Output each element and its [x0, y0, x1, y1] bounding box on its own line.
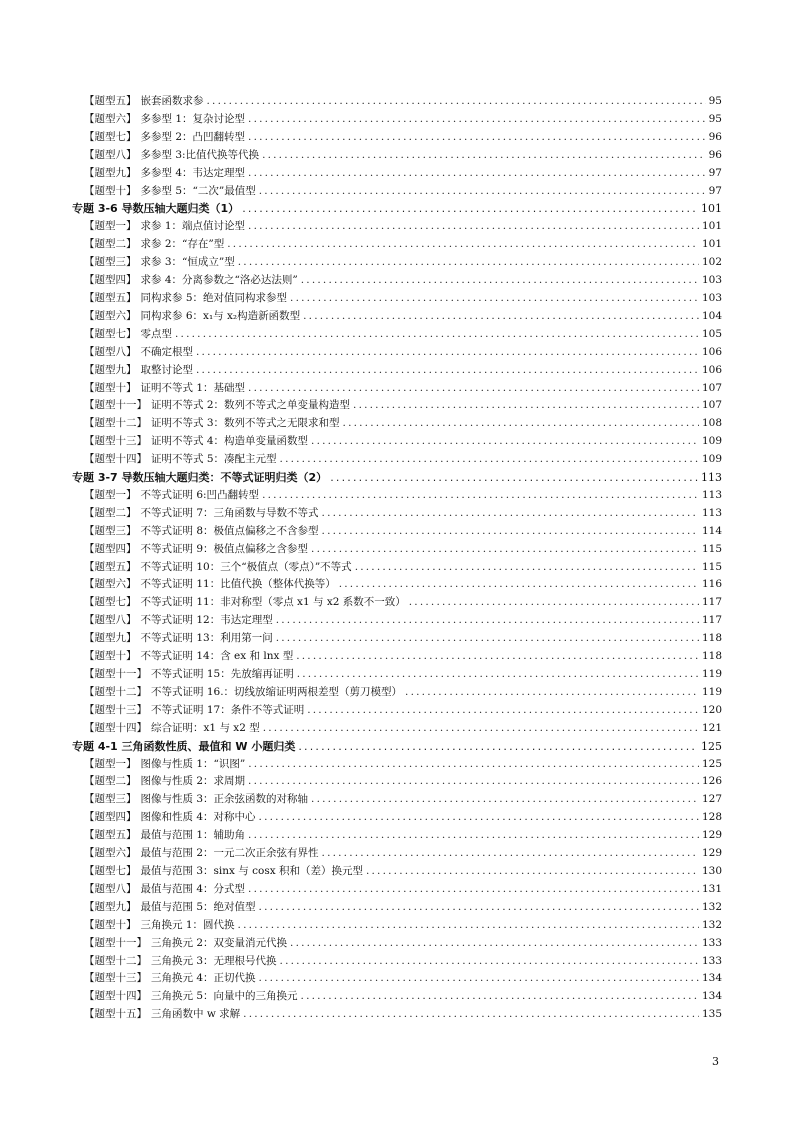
toc-entry[interactable] — [72, 147, 722, 165]
toc-entry-tag: 【题型六】 — [84, 847, 137, 860]
toc-entry-tag: 【题型九】 — [84, 166, 137, 179]
toc-entry[interactable] — [72, 93, 722, 111]
dot-leader — [290, 290, 699, 308]
toc-page-number: 119 — [701, 668, 722, 680]
toc-entry-tag: 【题型八】 — [84, 345, 137, 358]
toc-entry-title: 三角换元 3：无理根号代换 — [151, 954, 277, 967]
toc-entry[interactable] — [72, 594, 722, 612]
dot-leader — [175, 326, 699, 344]
toc-page-number: 106 — [701, 363, 722, 376]
toc-entry-tag: 【题型八】 — [84, 882, 137, 895]
toc-entry-tag: 【题型二】 — [84, 238, 137, 251]
toc-entry-tag: 【题型五】 — [84, 560, 137, 573]
toc-entry-title: 证明不等式 1：基础型 — [140, 381, 246, 394]
toc-entry-title: 证明不等式 4：构造单变量函数型 — [151, 435, 309, 448]
dot-leader — [307, 702, 699, 720]
toc-page-number: 104 — [701, 309, 722, 322]
dot-leader — [330, 469, 698, 487]
toc-entry[interactable] — [72, 326, 722, 344]
toc-page-number: 118 — [701, 632, 722, 645]
dot-leader — [238, 254, 699, 272]
toc-entry[interactable] — [72, 809, 722, 827]
toc-page-number: 121 — [701, 721, 722, 734]
toc-page-number: 107 — [701, 399, 722, 412]
toc-entry-title: 求参 4：分离参数之“洛必达法则” — [140, 274, 298, 287]
dot-leader — [343, 415, 699, 433]
toc-entry-title: 多参型 4：韦达定理型 — [140, 166, 246, 179]
toc-page-number: 103 — [701, 291, 722, 304]
toc-entry-tag: 【题型三】 — [84, 256, 137, 269]
dot-leader — [248, 827, 699, 845]
toc-entry-title: 专题 4-1 三角函数性质、最值和 W 小题归类 — [72, 739, 296, 753]
toc-entry-tag: 【题型十一】 — [84, 936, 147, 949]
dot-leader — [353, 397, 699, 415]
dot-leader — [262, 487, 699, 505]
toc-entry[interactable] — [72, 863, 722, 881]
toc-entry-tag: 【题型十二】 — [84, 954, 147, 967]
toc-entry-title: 三角函数中 w 求解 — [151, 1008, 241, 1021]
dot-leader — [248, 111, 706, 129]
toc-page-number: 96 — [708, 148, 722, 161]
toc-page-number: 117 — [701, 596, 722, 609]
dot-leader — [322, 523, 699, 541]
toc-page-number: 128 — [701, 811, 722, 824]
toc-entry[interactable] — [72, 487, 722, 505]
toc-entry[interactable] — [72, 183, 722, 201]
toc-entry-title: 不等式证明 7：三角函数与导数不等式 — [140, 506, 319, 519]
dot-leader — [243, 1006, 699, 1024]
toc-entry[interactable] — [72, 881, 722, 899]
toc-page-number: 134 — [701, 972, 722, 985]
toc-entry[interactable] — [72, 720, 722, 738]
dot-leader — [311, 541, 699, 559]
toc-entry[interactable] — [72, 827, 722, 845]
toc-entry[interactable] — [72, 129, 722, 147]
toc-entry-title: 不等式证明 17：条件不等式证明 — [151, 703, 305, 716]
toc-entry-title: 不等式证明 11：比值代换（整体代换等） — [140, 578, 336, 591]
toc-entry[interactable] — [72, 612, 722, 630]
toc-page-number: 131 — [701, 882, 722, 895]
toc-entry-title: 专题 3-7 导数压轴大题归类：不等式证明归类（2） — [72, 471, 328, 485]
toc-entry-tag: 【题型六】 — [84, 578, 137, 591]
toc-entry-tag: 【题型七】 — [84, 130, 137, 143]
toc-entry-title: 最值与范围 3：sinx 与 cosx 积和（差）换元型 — [140, 864, 363, 877]
toc-entry-tag: 【题型三】 — [84, 793, 137, 806]
toc-page-number: 130 — [701, 864, 722, 877]
table-of-contents — [72, 93, 722, 1024]
toc-entry[interactable] — [72, 433, 722, 451]
toc-entry[interactable] — [72, 970, 722, 988]
toc-entry-tag: 【题型十】 — [84, 184, 137, 197]
toc-entry-tag: 【题型三】 — [84, 524, 137, 537]
toc-entry[interactable] — [72, 362, 722, 380]
toc-entry[interactable] — [72, 576, 722, 594]
toc-entry-title: 不等式证明 16.：切线放缩证明两根差型（剪刀模型） — [151, 685, 403, 698]
toc-entry-tag: 【题型一】 — [84, 488, 137, 501]
dot-leader — [262, 147, 706, 165]
toc-entry-tag: 【题型九】 — [84, 632, 137, 645]
toc-entry[interactable] — [72, 111, 722, 129]
toc-entry-tag: 【题型七】 — [84, 864, 137, 877]
toc-entry-tag: 【题型七】 — [84, 596, 137, 609]
dot-leader — [242, 200, 698, 218]
toc-page-number: 95 — [708, 112, 722, 125]
toc-entry-tag: 【题型五】 — [84, 829, 137, 842]
toc-page-number: 113 — [701, 488, 722, 501]
dot-leader — [311, 791, 699, 809]
toc-page-number: 134 — [701, 990, 722, 1003]
toc-page-number: 107 — [701, 381, 722, 394]
toc-page-number: 105 — [701, 327, 722, 340]
toc-page-number: 101 — [701, 220, 722, 233]
toc-entry-tag: 【题型一】 — [84, 757, 137, 770]
toc-entry-title: 图像和性质 4：对称中心 — [140, 811, 256, 824]
toc-entry[interactable] — [72, 523, 722, 541]
toc-entry-tag: 【题型十四】 — [84, 721, 147, 734]
toc-entry-tag: 【题型十一】 — [84, 399, 147, 412]
toc-entry[interactable] — [72, 845, 722, 863]
dot-leader — [296, 648, 699, 666]
dot-leader — [355, 559, 699, 577]
toc-entry[interactable] — [72, 308, 722, 326]
dot-leader — [298, 738, 698, 756]
dot-leader — [263, 720, 699, 738]
dot-leader — [248, 218, 699, 236]
toc-entry-tag: 【题型十三】 — [84, 435, 147, 448]
toc-entry[interactable] — [72, 684, 722, 702]
toc-entry-tag: 【题型八】 — [84, 614, 137, 627]
toc-entry-title: 零点型 — [140, 327, 172, 340]
toc-entry[interactable] — [72, 236, 722, 254]
dot-leader — [238, 917, 699, 935]
toc-page-number: 127 — [701, 793, 722, 806]
toc-entry[interactable] — [72, 666, 722, 684]
toc-page-number: 115 — [701, 560, 722, 573]
toc-entry[interactable] — [72, 917, 722, 935]
toc-entry[interactable] — [72, 702, 722, 720]
dot-leader — [259, 809, 699, 827]
toc-entry[interactable] — [72, 559, 722, 577]
dot-leader — [276, 630, 699, 648]
dot-leader — [248, 165, 706, 183]
toc-page-number: 97 — [708, 166, 722, 179]
toc-entry[interactable] — [72, 773, 722, 791]
toc-entry-title: 三角换元 5：向量中的三角换元 — [151, 990, 298, 1003]
toc-entry-title: 不等式证明 10：三个“极值点（零点）”不等式 — [140, 560, 352, 573]
toc-page-number: 101 — [701, 238, 722, 251]
toc-entry[interactable] — [72, 272, 722, 290]
toc-page-number: 97 — [708, 184, 722, 197]
dot-leader — [227, 236, 699, 254]
toc-entry[interactable] — [72, 415, 722, 433]
toc-entry-title: 专题 3-6 导数压轴大题归类（1） — [72, 202, 240, 216]
toc-page-number: 120 — [701, 703, 722, 716]
toc-entry-title: 不等式证明 9：极值点偏移之含参型 — [140, 542, 309, 555]
toc-entry-title: 不等式证明 11：非对称型（零点 x1 与 x2 系数不一致） — [140, 596, 406, 609]
toc-entry[interactable] — [72, 1006, 722, 1024]
toc-entry-tag: 【题型九】 — [84, 363, 137, 376]
toc-entry-tag: 【题型四】 — [84, 811, 137, 824]
toc-page-number: 118 — [701, 650, 722, 663]
dot-leader — [301, 272, 699, 290]
toc-entry-tag: 【题型十五】 — [84, 1008, 147, 1021]
dot-leader — [248, 756, 699, 774]
toc-entry-title: 多参型 2：凸凹翻转型 — [140, 130, 246, 143]
toc-page-number: 117 — [701, 614, 722, 627]
dot-leader — [248, 881, 699, 899]
page-number: 3 — [712, 1055, 719, 1068]
toc-entry-title: 不等式证明 14：含 ex 和 lnx 型 — [140, 650, 294, 663]
toc-entry[interactable] — [72, 988, 722, 1006]
toc-entry-tag: 【题型十】 — [84, 381, 137, 394]
toc-page-number: 109 — [701, 435, 722, 448]
dot-leader — [297, 666, 699, 684]
toc-entry-title: 同构求参 5：绝对值同构求参型 — [140, 291, 288, 304]
dot-leader — [322, 845, 699, 863]
toc-page-number: 126 — [701, 775, 722, 788]
toc-entry-tag: 【题型十三】 — [84, 972, 147, 985]
toc-entry[interactable] — [72, 165, 722, 183]
toc-entry[interactable] — [72, 756, 722, 774]
toc-entry[interactable] — [72, 505, 722, 523]
toc-page-number: 132 — [701, 900, 722, 913]
toc-entry-title: 最值与范围 1：辅助角 — [140, 829, 246, 842]
toc-entry-tag: 【题型二】 — [84, 506, 137, 519]
toc-entry-title: 三角换元 2：双变量消元代换 — [151, 936, 288, 949]
toc-entry-tag: 【题型九】 — [84, 900, 137, 913]
toc-entry-tag: 【题型十四】 — [84, 453, 147, 466]
toc-entry-title: 最值与范围 4：分式型 — [140, 882, 246, 895]
toc-entry-tag: 【题型十】 — [84, 650, 137, 663]
toc-entry[interactable] — [72, 254, 722, 272]
toc-page-number: 135 — [701, 1008, 722, 1021]
dot-leader — [366, 863, 699, 881]
toc-entry-title: 最值与范围 5：绝对值型 — [140, 900, 256, 913]
toc-entry-title: 证明不等式 2：数列不等式之单变量构造型 — [151, 399, 351, 412]
toc-entry-title: 同构求参 6：x₁与 x₂构造新函数型 — [140, 309, 301, 322]
dot-leader — [248, 129, 706, 147]
toc-page-number: 129 — [701, 847, 722, 860]
toc-entry[interactable] — [72, 630, 722, 648]
toc-entry-tag: 【题型十四】 — [84, 990, 147, 1003]
toc-chapter-heading[interactable] — [72, 200, 722, 218]
toc-entry-tag: 【题型六】 — [84, 112, 137, 125]
toc-entry-tag: 【题型十二】 — [84, 685, 147, 698]
toc-entry[interactable] — [72, 541, 722, 559]
toc-entry[interactable] — [72, 451, 722, 469]
toc-entry-title: 多参型 5：“二次”最值型 — [140, 184, 256, 197]
dot-leader — [409, 594, 699, 612]
toc-entry-title: 证明不等式 3：数列不等式之无限求和型 — [151, 417, 340, 430]
toc-entry[interactable] — [72, 397, 722, 415]
toc-entry[interactable] — [72, 953, 722, 971]
toc-entry[interactable] — [72, 648, 722, 666]
toc-entry-title: 取整讨论型 — [140, 363, 193, 376]
toc-entry[interactable] — [72, 344, 722, 362]
toc-entry-title: 多参型 3:比值代换等代换 — [140, 148, 260, 161]
toc-page-number: 102 — [701, 256, 722, 269]
toc-chapter-heading[interactable] — [72, 738, 722, 756]
toc-entry-title: 不等式证明 13：利用第一问 — [140, 632, 273, 645]
dot-leader — [248, 773, 699, 791]
toc-entry[interactable] — [72, 380, 722, 398]
toc-page-number: 115 — [701, 542, 722, 555]
toc-entry-title: 不等式证明 12：韦达定理型 — [140, 614, 273, 627]
dot-leader — [248, 380, 699, 398]
toc-entry-title: 求参 3：“恒成立”型 — [140, 256, 235, 269]
dot-leader — [259, 970, 699, 988]
toc-page-number: 113 — [701, 471, 722, 485]
toc-entry-tag: 【题型十】 — [84, 918, 137, 931]
toc-page-number: 129 — [701, 829, 722, 842]
toc-page-number: 133 — [701, 936, 722, 949]
toc-entry-tag: 【题型十一】 — [84, 668, 147, 680]
dot-leader — [276, 612, 699, 630]
toc-entry-title: 求参 1：端点值讨论型 — [140, 220, 246, 233]
toc-entry[interactable] — [72, 218, 722, 236]
toc-page-number: 113 — [701, 506, 722, 519]
toc-entry-title: 三角换元 4：正切代换 — [151, 972, 256, 985]
toc-entry-title: 不等式证明 15：先放缩再证明 — [151, 668, 294, 680]
dot-leader — [207, 93, 706, 111]
toc-entry-tag: 【题型一】 — [84, 220, 137, 233]
toc-entry[interactable] — [72, 935, 722, 953]
toc-entry-title: 多参型 1：复杂讨论型 — [140, 112, 246, 125]
dot-leader — [311, 433, 699, 451]
toc-entry-title: 嵌套函数求参 — [140, 95, 204, 107]
dot-leader — [339, 576, 699, 594]
toc-entry-tag: 【题型七】 — [84, 327, 137, 340]
dot-leader — [196, 344, 699, 362]
toc-page-number: 125 — [701, 739, 722, 753]
toc-page-number: 114 — [701, 524, 722, 537]
toc-page-number: 96 — [708, 130, 722, 143]
toc-page-number: 108 — [701, 417, 722, 430]
toc-page-number: 119 — [701, 685, 722, 698]
toc-entry-title: 综合证明：x1 与 x2 型 — [151, 721, 260, 734]
toc-entry-tag: 【题型五】 — [84, 291, 137, 304]
toc-page-number: 133 — [701, 954, 722, 967]
toc-page-number: 106 — [701, 345, 722, 358]
toc-entry-title: 证明不等式 5：凑配主元型 — [151, 453, 277, 466]
toc-entry-title: 最值与范围 2：一元二次正余弦有界性 — [140, 847, 319, 860]
toc-page-number: 103 — [701, 274, 722, 287]
toc-entry-tag: 【题型五】 — [84, 95, 137, 107]
dot-leader — [196, 362, 699, 380]
toc-entry-tag: 【题型六】 — [84, 309, 137, 322]
toc-entry-title: 不确定根型 — [140, 345, 193, 358]
dot-leader — [259, 899, 699, 917]
toc-entry[interactable] — [72, 290, 722, 308]
dot-leader — [301, 988, 699, 1006]
dot-leader — [280, 953, 699, 971]
toc-chapter-heading[interactable] — [72, 469, 722, 487]
toc-entry[interactable] — [72, 791, 722, 809]
toc-entry-title: 不等式证明 6:凹凸翻转型 — [140, 488, 260, 501]
toc-entry-tag: 【题型十三】 — [84, 703, 147, 716]
toc-page-number: 125 — [701, 757, 722, 770]
toc-entry-tag: 【题型四】 — [84, 274, 137, 287]
toc-entry-tag: 【题型十二】 — [84, 417, 147, 430]
toc-entry-title: 图像与性质 2：求周期 — [140, 775, 246, 788]
toc-entry-tag: 【题型八】 — [84, 148, 137, 161]
toc-entry-title: 不等式证明 8：极值点偏移之不含参型 — [140, 524, 319, 537]
toc-entry-title: 图像与性质 1：“识图” — [140, 757, 246, 770]
toc-page-number: 116 — [701, 578, 722, 591]
dot-leader — [322, 505, 699, 523]
toc-entry-tag: 【题型二】 — [84, 775, 137, 788]
dot-leader — [290, 935, 699, 953]
toc-page-number: 132 — [701, 918, 722, 931]
dot-leader — [405, 684, 699, 702]
toc-entry[interactable] — [72, 899, 722, 917]
dot-leader — [280, 451, 699, 469]
dot-leader — [259, 183, 706, 201]
toc-entry-title: 求参 2：“存在”型 — [140, 238, 225, 251]
toc-page-number: 95 — [708, 95, 722, 107]
toc-page-number: 109 — [701, 453, 722, 466]
toc-entry-title: 图像与性质 3：正余弦函数的对称轴 — [140, 793, 309, 806]
toc-page-number: 101 — [701, 202, 722, 216]
toc-entry-tag: 【题型四】 — [84, 542, 137, 555]
toc-entry-title: 三角换元 1：圆代换 — [140, 918, 235, 931]
dot-leader — [303, 308, 699, 326]
